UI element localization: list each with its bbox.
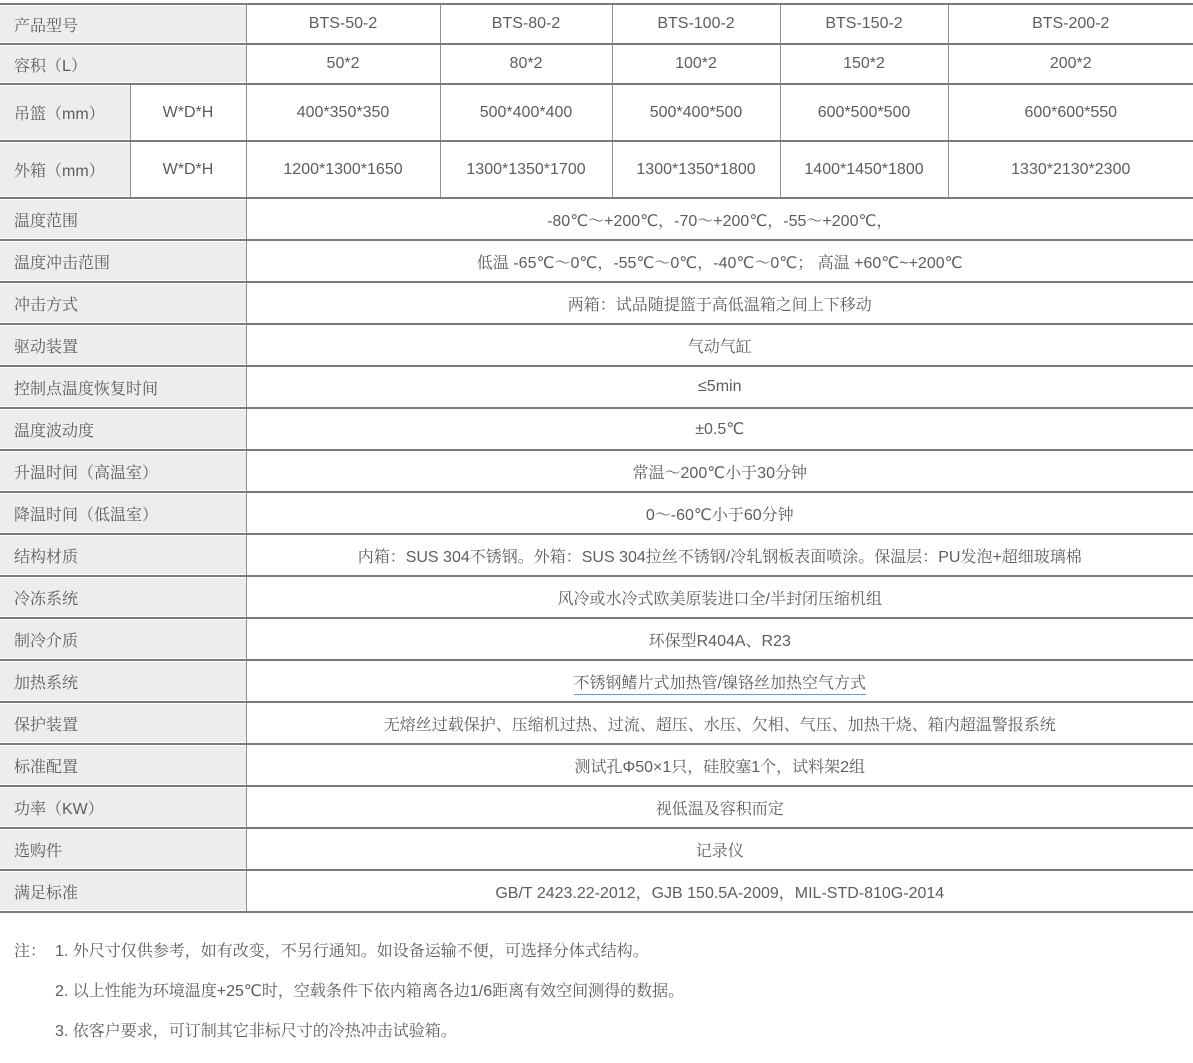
spec-row-label: 结构材质 [0, 534, 246, 576]
volume-row [0, 44, 1193, 84]
spec-row-label: 温度波动度 [0, 408, 246, 450]
outer-box-row-sublabel: W*D*H [130, 141, 246, 198]
spec-row-label: 满足标准 [0, 870, 246, 912]
outer-box-row-label: 外箱（mm） [0, 141, 130, 198]
spec-row-label: 冲击方式 [0, 282, 246, 324]
footnote-line: 注： 1. 外尺寸仅供参考，如有改变，不另行通知。如设备运输不便，可选择分体式结构。 [14, 943, 649, 960]
outer-box-row [0, 141, 1193, 198]
basket-size: 600*600*550 [948, 84, 1193, 141]
basket-size: 400*350*350 [246, 84, 440, 141]
volume-value: 150*2 [780, 44, 948, 84]
spec-row-label: 功率（KW） [0, 786, 246, 828]
spec-row-value: 内箱：SUS 304不锈钢。外箱：SUS 304拉丝不锈钢/冷轧钢板表面喷涂。保温层：PU发泡+超细玻璃棉 [246, 534, 1193, 576]
basket-size: 500*400*400 [440, 84, 612, 141]
model-name: BTS-150-2 [780, 4, 948, 44]
spec-row-value: ≤5min [246, 366, 1193, 408]
spec-row-label: 温度范围 [0, 198, 246, 240]
product-spec-table [0, 3, 1193, 913]
volume-value: 80*2 [440, 44, 612, 84]
footnote-prefix: 注： [14, 943, 47, 960]
volume-value: 100*2 [612, 44, 780, 84]
spec-row-value: 视低温及容积而定 [246, 786, 1193, 828]
spec-row [0, 786, 1193, 828]
footnotes [0, 943, 1193, 1041]
model-name: BTS-100-2 [612, 4, 780, 44]
spec-row [0, 450, 1193, 492]
basket-size: 500*400*500 [612, 84, 780, 141]
model-name: BTS-80-2 [440, 4, 612, 44]
spec-row [0, 660, 1193, 702]
spec-row [0, 198, 1193, 240]
outer-box-size: 1400*1450*1800 [780, 141, 948, 198]
spec-row-label: 控制点温度恢复时间 [0, 366, 246, 408]
footnote-line: 2. 以上性能为环境温度+25℃时，空载条件下依内箱离各边1/6距离有效空间测得的数据。 [55, 983, 685, 1000]
spec-row-label: 降温时间（低温室） [0, 492, 246, 534]
spec-row [0, 870, 1193, 912]
spec-row [0, 534, 1193, 576]
spec-row-value: 测试孔Φ50×1只，硅胶塞1个，试料架2组 [246, 744, 1193, 786]
spec-row-value: 常温～200℃小于30分钟 [246, 450, 1193, 492]
spec-row [0, 366, 1193, 408]
spec-row [0, 618, 1193, 660]
spec-row-value: -80℃～+200℃，-70～+200℃，-55～+200℃， [246, 198, 1193, 240]
spec-row-label: 选购件 [0, 828, 246, 870]
spec-row-label: 保护装置 [0, 702, 246, 744]
spec-row-value [246, 660, 1193, 702]
spec-row [0, 576, 1193, 618]
basket-size: 600*500*500 [780, 84, 948, 141]
spec-row-label: 加热系统 [0, 660, 246, 702]
volume-value: 200*2 [948, 44, 1193, 84]
spec-row-label: 温度冲击范围 [0, 240, 246, 282]
model-name: BTS-200-2 [948, 4, 1193, 44]
spec-row-value: 两箱：试品随提篮于高低温箱之间上下移动 [246, 282, 1193, 324]
spec-row-value: GB/T 2423.22-2012，GJB 150.5A-2009，MIL-STD-810G-2014 [246, 870, 1193, 912]
spec-row-value: 记录仪 [246, 828, 1193, 870]
spec-row-value: 风冷或水冷式欧美原装进口全/半封闭压缩机组 [246, 576, 1193, 618]
model-row [0, 4, 1193, 44]
spec-row-value: 气动气缸 [246, 324, 1193, 366]
spec-row-label: 标准配置 [0, 744, 246, 786]
spec-row [0, 240, 1193, 282]
spec-row-value: 环保型R404A、R23 [246, 618, 1193, 660]
spec-row [0, 282, 1193, 324]
outer-box-size: 1330*2130*2300 [948, 141, 1193, 198]
volume-value: 50*2 [246, 44, 440, 84]
spec-row-label: 制冷介质 [0, 618, 246, 660]
outer-box-size: 1300*1350*1800 [612, 141, 780, 198]
model-row-label: 产品型号 [0, 4, 246, 44]
spec-row-label: 升温时间（高温室） [0, 450, 246, 492]
spec-row [0, 744, 1193, 786]
outer-box-size: 1300*1350*1700 [440, 141, 612, 198]
spec-row [0, 408, 1193, 450]
basket-row-label: 吊篮（mm） [0, 84, 130, 141]
spec-row [0, 324, 1193, 366]
heating-system-link[interactable]: 不锈钢鳍片式加热管/镍铬丝加热空气方式 [574, 675, 866, 695]
volume-row-label: 容积（L） [0, 44, 246, 84]
footnote-line: 3. 依客户要求，可订制其它非标尺寸的冷热冲击试验箱。 [55, 1023, 457, 1040]
spec-row [0, 492, 1193, 534]
spec-row-value: ±0.5℃ [246, 408, 1193, 450]
spec-row-value: 0～-60℃小于60分钟 [246, 492, 1193, 534]
spec-row [0, 702, 1193, 744]
spec-row [0, 828, 1193, 870]
spec-row-value: 无熔丝过载保护、压缩机过热、过流、超压、水压、欠相、气压、加热干烧、箱内超温警报系统 [246, 702, 1193, 744]
spec-row-value: 低温 -65℃～0℃，-55℃～0℃，-40℃～0℃； 高温 +60℃~+200℃ [246, 240, 1193, 282]
model-name: BTS-50-2 [246, 4, 440, 44]
basket-row-sublabel: W*D*H [130, 84, 246, 141]
basket-row [0, 84, 1193, 141]
outer-box-size: 1200*1300*1650 [246, 141, 440, 198]
spec-row-label: 驱动装置 [0, 324, 246, 366]
spec-row-label: 冷冻系统 [0, 576, 246, 618]
